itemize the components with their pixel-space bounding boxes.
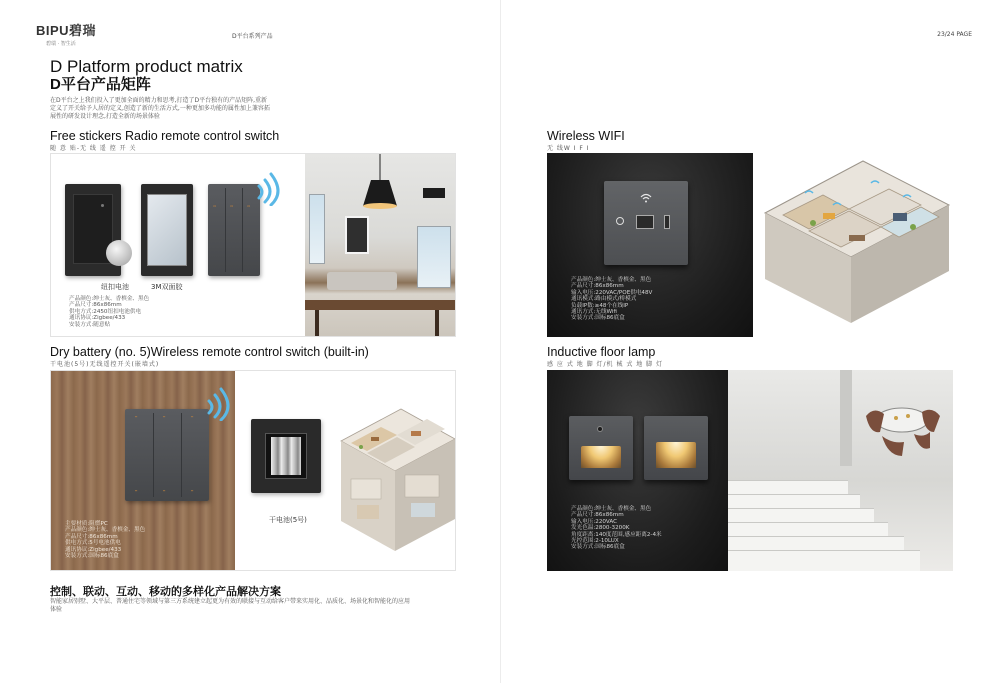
section-title-cn: 无 线W I F I: [547, 145, 590, 152]
spec-line: 角度距离:140度范围,感应距离2-4米: [571, 531, 662, 538]
logo-text: BIPU碧瑞: [36, 23, 97, 38]
mechanical-floor-lamp-image: [644, 416, 708, 480]
page-title-cn: D平台产品矩阵: [50, 76, 151, 93]
section-title-en: Dry battery (no. 5)Wireless remote control switch (built-in): [50, 345, 369, 359]
spec-line: 产品尺寸:86x86mm: [571, 283, 624, 290]
wireless-waves-icon: [251, 166, 291, 206]
spec-line: 输入电压:220VAC: [571, 518, 618, 525]
ethernet-port-icon: [636, 215, 654, 229]
spec-line: 安装方式:随意贴: [69, 321, 111, 328]
battery-illustration: [235, 371, 456, 571]
product-panel-dry-battery-switch: [50, 370, 456, 571]
wifi-product-backdrop: [547, 153, 753, 337]
spec-line: 主要材质:阻燃PC: [65, 521, 108, 527]
isometric-floorplan-image: [753, 153, 953, 337]
caption-dry-battery: 干电池(5号): [269, 516, 307, 524]
section-title-cn: 随 意 贴-无 线 遥 控 开 关: [50, 145, 137, 152]
caption-3m-tape: 3M双面胶: [151, 283, 183, 291]
product-panel-sticker-switch: [50, 153, 456, 337]
spec-line: 通讯模式:路由模式/桥模式: [571, 296, 637, 303]
section-title-en: Wireless WIFI: [547, 129, 625, 143]
switch-back-battery-image: [251, 419, 321, 493]
spec-line: 产品颜色:绅士灰、香槟金、黑色: [571, 506, 652, 512]
triple-switch-image: ━ ━ ━ ━ ━ ━: [125, 409, 209, 501]
dining-set-image: [852, 386, 952, 466]
sensor-icon: [597, 426, 603, 432]
spec-line: 发光色温:2800-3200K: [571, 525, 630, 532]
series-label: D平台系列产品: [232, 33, 273, 40]
page-number: 23/24 PAGE: [937, 31, 972, 38]
spec-line: 产品尺寸:86x86mm: [69, 302, 122, 309]
logo-subtitle: 碧瑞 · 智生活: [46, 41, 76, 47]
spec-line: 安装方式:国标86底盒: [571, 315, 625, 322]
section-title-cn: 干电池(5号)无线遥控开关(嵌墙式): [50, 361, 160, 368]
spec-line: 输入电压:220VAC/POE供电48V: [571, 289, 653, 296]
caption-coin-battery: 纽扣电池: [101, 283, 129, 291]
floorplan-illustration: [753, 153, 953, 337]
pendant-lamp-image: [355, 154, 405, 216]
spec-line: 通讯方式:无线Wifi: [571, 309, 617, 316]
spec-line: 产品尺寸:86x86mm: [65, 533, 118, 540]
footer-title: 控制、联动、互动、移动的多样化产品解决方案: [50, 585, 281, 598]
spec-line: 通讯协议:Zigbee/433: [69, 315, 126, 322]
spec-line: 产品颜色:绅士灰、香槟金、黑色: [65, 527, 146, 534]
floor-lamp-backdrop: [547, 370, 728, 571]
staircase-photo: [728, 370, 953, 571]
wood-wall-backdrop: [51, 371, 235, 571]
switch-tape-image: [141, 184, 193, 276]
spec-line: 供电方式:2450纽扣电池供电: [69, 308, 142, 315]
spec-list: [571, 277, 652, 322]
spec-list: [69, 296, 149, 328]
spec-line: 安装方式:国标86底盒: [571, 544, 625, 551]
product-panel-floor-lamp: [547, 370, 953, 571]
spec-line: 光控范围:2-10LUX: [571, 538, 619, 545]
spec-line: 产品颜色:绅士灰、香槟金、黑色: [69, 296, 150, 302]
section-title-cn: 感 应 式 地 脚 灯/机 械 式 地 脚 灯: [547, 361, 664, 368]
spec-list: [65, 521, 145, 559]
coin-battery-image: [106, 240, 132, 266]
brand-logo: [36, 20, 96, 47]
intro-paragraph: 在D平台之上我们投入了更加全面的精力和思考,打造了D平台独有的产品矩阵,重新定义了开关给予人居的定义,创造了新的生活方式,一种更加多功能的属性加上兼容拓展性的研发设计理念,打造全新的场景体验: [50, 97, 270, 121]
spec-line: 产品尺寸:86x86mm: [571, 512, 624, 519]
living-room-photo: [305, 154, 456, 337]
page-title-en: D Platform product matrix: [50, 57, 243, 76]
spec-line: 供电方式:5号电池供电: [65, 540, 121, 547]
section-title-en: Free stickers Radio remote control switch: [50, 129, 280, 143]
footer-description: 智能家居别墅、大平层、普通住宅等领域与第三方系统建立起更为有效的联接与互动给客户带来实用化、品质化、场景化和智能化的应用体验: [50, 598, 411, 614]
wifi-icon: [640, 193, 652, 203]
spec-line: 负载IP数:≥48个在线IP: [571, 302, 629, 309]
house-model-image: [331, 401, 456, 561]
spec-line: 产品颜色:绅士灰、香槟金、黑色: [571, 277, 652, 283]
power-icon: [616, 217, 624, 225]
sensor-floor-lamp-image: [569, 416, 633, 480]
usb-port-icon: [664, 215, 670, 229]
product-panel-wifi: [547, 153, 953, 337]
section-title-en: Inductive floor lamp: [547, 345, 656, 359]
spec-list: [571, 506, 662, 551]
page-fold: [500, 0, 501, 683]
switch-front-image: ▭ ▭ ▭: [208, 184, 260, 276]
wifi-panel-image: [604, 181, 688, 265]
spec-line: 安装方式:国标86底盒: [65, 553, 119, 560]
spec-line: 通讯协议:Zigbee/433: [65, 546, 122, 553]
